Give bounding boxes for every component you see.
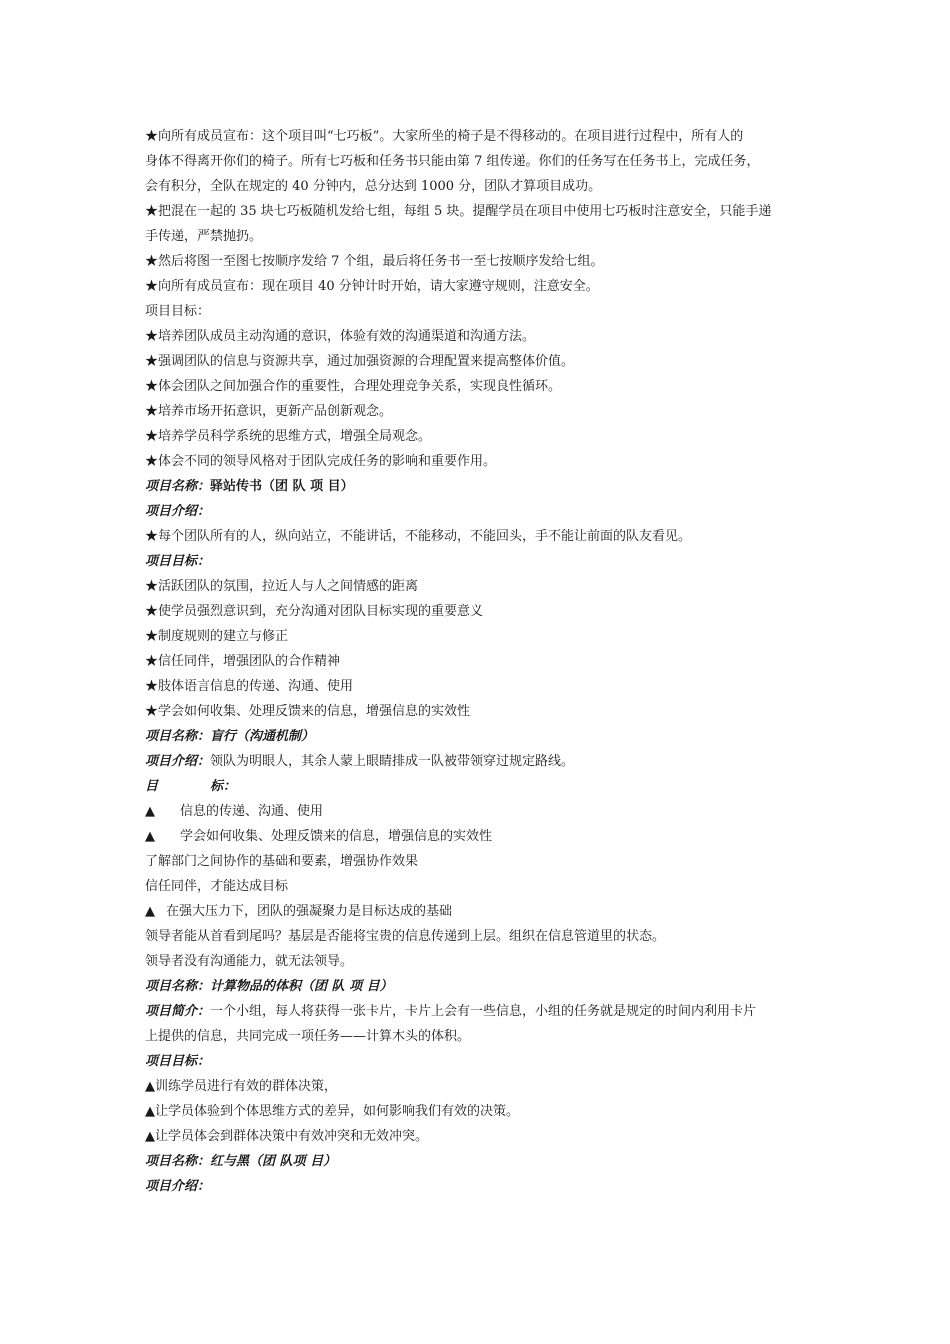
goal-item: ★体会团队之间加强合作的重要性，合理处理竞争关系，实现良性循环。 [145,379,562,394]
document-page [145,124,825,1199]
paragraph-line: 身体不得离开你们的椅子。所有七巧板和任务书只能由第 7 组传递。你们的任务写在任务书上，完成任务， [145,154,760,169]
project-intro-heading: 项目介绍： [145,504,211,519]
goal-item: ★活跃团队的氛围，拉近人与人之间情感的距离 [145,579,419,594]
goal-item: ▲让学员体会到群体决策中有效冲突和无效冲突。 [145,1129,428,1144]
paragraph-line: 会有积分，全队在规定的 40 分钟内，总分达到 1000 分，团队才算项目成功。 [145,179,602,194]
project-intro-text: 一个小组，每人将获得一张卡片，卡片上会有一些信息，小组的任务就是规定的时间内利用卡片 [210,1004,757,1019]
paragraph-line: 了解部门之间协作的基础和要素，增强协作效果 [145,854,419,869]
project-name-label: 项目名称： [145,1154,211,1169]
goal-label-part: 标： [210,779,237,794]
project-name-label: 项目名称： [145,479,211,494]
triangle-bullet-icon: ▲ [145,829,155,844]
triangle-bullet-icon: ▲ [145,804,155,819]
goal-heading: 项目目标： [145,554,211,569]
goal-item: ▲让学员体验到个体思维方式的差异，如何影响我们有效的决策。 [145,1104,519,1119]
goal-item: ★培养团队成员主动沟通的意识，体验有效的沟通渠道和沟通方法。 [145,329,536,344]
project-intro-line [145,999,825,1024]
paragraph-line: 领导者没有沟通能力，就无法领导。 [145,954,354,969]
project-intro-label: 项目简介： [145,1004,211,1019]
project-intro-label: 项目介绍： [145,754,211,769]
paragraph-line: 领导者能从首看到尾吗？基层是否能将宝贵的信息传递到上层。组织在信息管道里的状态。 [145,929,666,944]
goal-item-text: 在强大压力下，团队的强凝聚力是目标达成的基础 [166,904,453,919]
goal-heading: 项目目标： [145,304,211,319]
paragraph-line: 手传递，严禁抛扔。 [145,229,263,244]
project-name-heading [145,474,825,499]
paragraph-line: 上提供的信息，共同完成一项任务——计算木头的体积。 [145,1029,471,1044]
project-name-value: 驿站传书（团 队 项 目） [210,479,354,494]
goal-item-text: 信息的传递、沟通、使用 [180,804,324,819]
goal-item: ★学会如何收集、处理反馈来的信息，增强信息的实效性 [145,704,471,719]
paragraph-line: ★然后将图一至图七按顺序发给 7 个组，最后将任务书一至七按顺序发给七组。 [145,254,604,269]
goal-item: ★信任同伴，增强团队的合作精神 [145,654,341,669]
goal-heading: 项目目标： [145,1054,211,1069]
paragraph-line: 信任同伴，才能达成目标 [145,879,289,894]
project-intro-text: 领队为明眼人，其余人蒙上眼睛排成一队被带领穿过规定路线。 [210,754,575,769]
goal-item [145,799,825,824]
paragraph-line: ★向所有成员宣布：这个项目叫“七巧板”。大家所坐的椅子是不得移动的。在项目进行过程中，所有人的 [145,129,744,144]
goal-label-part: 目 [145,779,159,794]
goal-item-text: 学会如何收集、处理反馈来的信息，增强信息的实效性 [180,829,493,844]
goal-item: ★肢体语言信息的传递、沟通、使用 [145,679,354,694]
project-intro-line [145,749,825,774]
project-name-label: 项目名称： [145,979,211,994]
project-name-heading [145,1149,825,1174]
project-name-label: 项目名称： [145,729,211,744]
goal-item: ★培养市场开拓意识，更新产品创新观念。 [145,404,393,419]
goal-item [145,824,825,849]
goal-item: ★使学员强烈意识到，充分沟通对团队目标实现的重要意义 [145,604,484,619]
goal-item [145,899,825,924]
goal-heading [145,774,825,799]
goal-item: ▲训练学员进行有效的群体决策， [145,1079,337,1094]
project-name-heading [145,974,825,999]
project-intro-heading: 项目介绍： [145,1179,211,1194]
paragraph-line: ★每个团队所有的人，纵向站立，不能讲话，不能移动，不能回头，手不能让前面的队友看见。 [145,529,692,544]
project-name-value: 红与黑（团 队项 目） [210,1154,337,1169]
goal-item: ★体会不同的领导风格对于团队完成任务的影响和重要作用。 [145,454,497,469]
goal-item: ★制度规则的建立与修正 [145,629,289,644]
triangle-bullet-icon: ▲ [145,904,155,919]
project-name-heading [145,724,825,749]
project-name-value: 盲行（沟通机制） [210,729,315,744]
goal-item: ★强调团队的信息与资源共享，通过加强资源的合理配置来提高整体价值。 [145,354,575,369]
paragraph-line: ★向所有成员宣布：现在项目 40 分钟计时开始，请大家遵守规则，注意安全。 [145,279,599,294]
paragraph-line: ★把混在一起的 35 块七巧板随机发给七组，每组 5 块。提醒学员在项目中使用七巧板时注意安全，只能手递 [145,204,772,219]
goal-item: ★培养学员科学系统的思维方式，增强全局观念。 [145,429,432,444]
project-name-value: 计算物品的体积（团 队 项 目） [210,979,393,994]
